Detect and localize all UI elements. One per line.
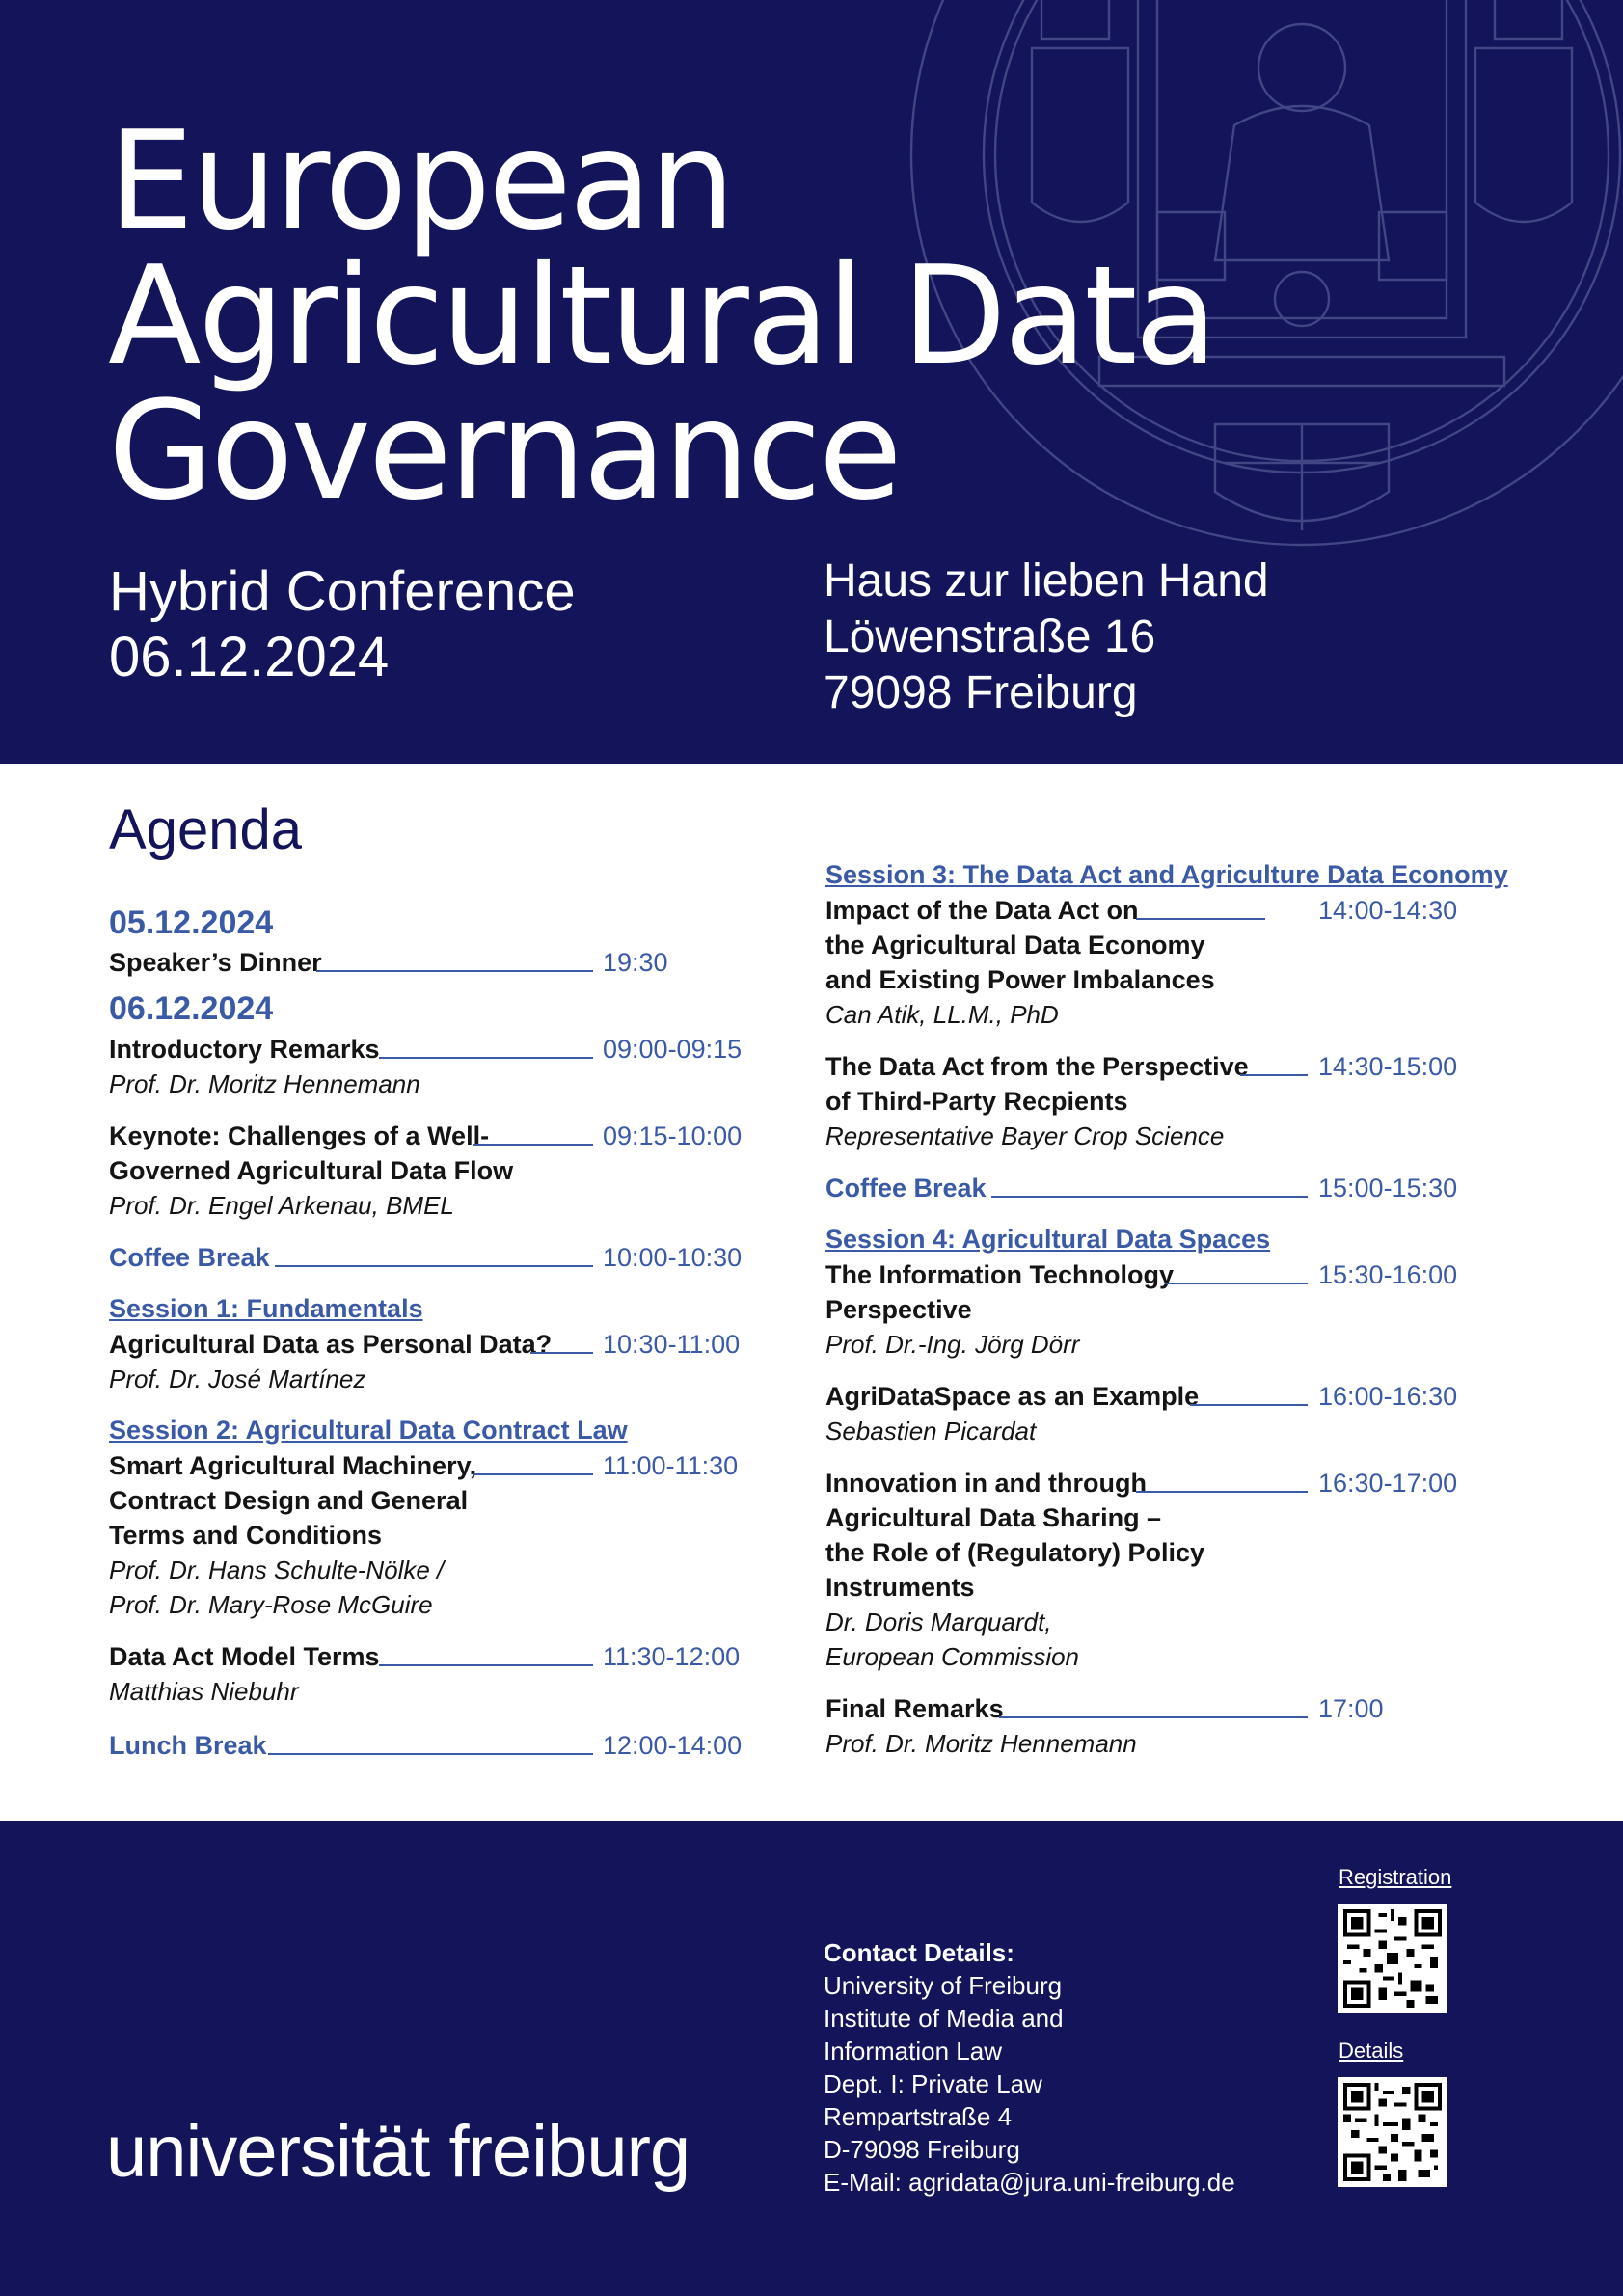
- leader-line: [991, 1196, 1308, 1198]
- item-time: 11:30-12:00: [603, 1642, 741, 1671]
- details-qr-code[interactable]: [1338, 2077, 1447, 2187]
- item-time: 12:00-14:00: [603, 1731, 743, 1760]
- item-speaker: Prof. Dr. Moritz Hennemann: [109, 1069, 420, 1098]
- item-time: 11:00-11:30: [603, 1451, 739, 1480]
- leader-line: [379, 1057, 593, 1059]
- item-title: Speaker’s Dinner: [109, 948, 322, 977]
- item-title-cont: the Agricultural Data Economy: [825, 931, 1205, 959]
- item-speaker: Prof. Dr. Engel Arkenau, BMEL: [109, 1191, 454, 1220]
- registration-link[interactable]: Registration: [1339, 1865, 1452, 1889]
- details-link[interactable]: Details: [1339, 2039, 1404, 2063]
- title-line: European: [108, 102, 733, 260]
- leader-line: [268, 1753, 593, 1755]
- qr-code-icon: [1343, 1909, 1442, 2008]
- item-title-cont: Terms and Conditions: [109, 1521, 383, 1550]
- item-speaker: Can Atik, LL.M., PhD: [825, 1000, 1059, 1029]
- item-time: 10:30-11:00: [603, 1330, 741, 1359]
- venue-name: Haus zur lieben Hand: [824, 555, 1269, 607]
- item-speaker: European Commission: [825, 1642, 1080, 1671]
- contact-email[interactable]: E-Mail: agridata@jura.uni-freiburg.de: [824, 2168, 1235, 2197]
- session-4-heading: Session 4: Agricultural Data Spaces: [825, 1225, 1271, 1254]
- leader-line: [473, 1144, 593, 1146]
- venue-city: 79098 Freiburg: [824, 667, 1138, 718]
- conference-date: 06.12.2024: [109, 626, 390, 689]
- footer-banner: [0, 1821, 1623, 2296]
- item-time: 16:00-16:30: [1318, 1382, 1458, 1411]
- item-title: Data Act Model Terms: [109, 1642, 380, 1671]
- item-time: 15:30-16:00: [1318, 1260, 1458, 1289]
- title-line: Agricultural Data: [108, 237, 1215, 395]
- item-title: Lunch Break: [109, 1731, 267, 1760]
- venue-street: Löwenstraße 16: [824, 611, 1156, 662]
- title-line: Governance: [108, 372, 900, 530]
- item-title-cont: and Existing Power Imbalances: [825, 965, 1215, 994]
- venue-address: [824, 554, 1269, 721]
- university-logo: universität freiburg: [106, 2111, 690, 2193]
- item-title-cont: Agricultural Data Sharing –: [825, 1503, 1162, 1532]
- conference-type: Hybrid Conference: [109, 560, 576, 623]
- agenda-item-keynote: [109, 1119, 750, 1223]
- leader-line: [1190, 1404, 1308, 1406]
- item-title: Introductory Remarks: [109, 1035, 380, 1064]
- registration-qr-code[interactable]: [1338, 1904, 1447, 2013]
- item-title-cont: Governed Agricultural Data Flow: [109, 1156, 514, 1185]
- leader-line: [379, 1664, 593, 1666]
- agenda-heading: Agenda: [109, 798, 302, 861]
- item-time: 16:30-17:00: [1318, 1469, 1458, 1498]
- agenda-item-coffee-break: [109, 1240, 750, 1275]
- conference-type-and-date: [109, 559, 576, 690]
- item-speaker: Dr. Doris Marquardt,: [825, 1607, 1052, 1636]
- item-time: 19:30: [603, 948, 668, 977]
- item-time: 09:00-09:15: [603, 1035, 743, 1064]
- agenda-item-final-remarks: [825, 1691, 1457, 1761]
- contact-line: Institute of Media and: [824, 2004, 1064, 2033]
- contact-line: D-79098 Freiburg: [824, 2135, 1020, 2164]
- item-title: Final Remarks: [825, 1694, 1004, 1723]
- qr-code-icon: [1343, 2083, 1442, 2181]
- agenda-item-it-perspective: [825, 1257, 1457, 1362]
- contact-heading: Contact Details:: [824, 1938, 1014, 1967]
- leader-line: [530, 1352, 593, 1354]
- item-speaker: Prof. Dr. Moritz Hennemann: [825, 1729, 1137, 1758]
- contact-line: Dept. I: Private Law: [824, 2069, 1042, 2098]
- item-time: 10:00-10:30: [603, 1243, 743, 1272]
- item-speaker: Sebastien Picardat: [825, 1417, 1037, 1445]
- item-title-cont: the Role of (Regulatory) Policy: [825, 1538, 1205, 1567]
- leader-line: [1165, 1283, 1308, 1284]
- item-time: 17:00: [1318, 1694, 1384, 1723]
- item-title: Innovation in and through: [825, 1469, 1147, 1498]
- session-2-heading: Session 2: Agricultural Data Contract Law: [109, 1416, 628, 1445]
- conference-title: [108, 102, 1215, 530]
- item-speaker: Prof. Dr. Mary-Rose McGuire: [109, 1590, 433, 1619]
- leader-line: [316, 970, 593, 972]
- header-banner: [0, 0, 1623, 764]
- session-1-heading: Session 1: Fundamentals: [109, 1294, 423, 1323]
- item-title: Impact of the Data Act on: [825, 896, 1139, 925]
- contact-line: Information Law: [824, 2037, 1002, 2066]
- item-time: 14:30-15:00: [1318, 1052, 1458, 1081]
- item-title: Agricultural Data as Personal Data?: [109, 1330, 553, 1359]
- item-time: 14:00-14:30: [1318, 896, 1458, 925]
- agenda-item-third-party: [825, 1049, 1457, 1153]
- item-speaker: Prof. Dr. Hans Schulte-Nölke /: [109, 1555, 445, 1584]
- leader-line: [473, 1473, 593, 1475]
- day-heading: 06.12.2024: [109, 990, 274, 1027]
- item-title-cont: Instruments: [825, 1573, 975, 1602]
- agenda-item-smart-machinery: [109, 1448, 750, 1622]
- item-speaker: Matthias Niebuhr: [109, 1677, 299, 1706]
- item-time: 09:15-10:00: [603, 1121, 743, 1150]
- contact-details: [824, 1936, 1235, 2199]
- item-title: Coffee Break: [825, 1174, 987, 1202]
- item-title: Coffee Break: [109, 1243, 270, 1272]
- item-speaker: Prof. Dr.-Ing. Jörg Dörr: [825, 1330, 1080, 1359]
- item-title: The Information Technology: [825, 1260, 1174, 1289]
- item-speaker: Representative Bayer Crop Science: [825, 1121, 1225, 1150]
- item-title: Smart Agricultural Machinery,: [109, 1451, 477, 1480]
- day-heading: 05.12.2024: [109, 905, 274, 941]
- agenda-item-personal-data: [109, 1327, 750, 1396]
- item-title: AgriDataSpace as an Example: [825, 1382, 1200, 1411]
- agenda-item-impact-data-act: [825, 893, 1457, 1032]
- agenda-item-model-terms: [109, 1639, 750, 1709]
- agenda-item-coffee-break: [825, 1171, 1457, 1205]
- item-title: The Data Act from the Perspective: [825, 1052, 1249, 1081]
- leader-line: [999, 1716, 1308, 1718]
- leader-line: [275, 1265, 593, 1267]
- agenda-item-speakers-dinner: [109, 945, 750, 980]
- agenda-item-lunch-break: [109, 1728, 750, 1763]
- item-title: Keynote: Challenges of a Well-: [109, 1121, 490, 1150]
- item-title-cont: of Third-Party Recpients: [825, 1087, 1128, 1116]
- contact-line: University of Freiburg: [824, 1971, 1063, 2000]
- item-speaker: Prof. Dr. José Martínez: [109, 1364, 366, 1393]
- agenda-item-innovation: [825, 1466, 1457, 1674]
- item-title-cont: Contract Design and General: [109, 1486, 469, 1515]
- agenda-item-agridataspace: [825, 1379, 1457, 1448]
- leader-line: [1136, 1491, 1308, 1493]
- session-3-heading: Session 3: The Data Act and Agriculture Data Economy: [825, 860, 1508, 889]
- item-time: 15:00-15:30: [1318, 1174, 1458, 1202]
- contact-line: Rempartstraße 4: [824, 2102, 1013, 2131]
- agenda-item-intro: [109, 1032, 750, 1101]
- leader-line: [1240, 1074, 1308, 1076]
- item-title-cont: Perspective: [825, 1295, 972, 1324]
- leader-line: [1136, 918, 1265, 920]
